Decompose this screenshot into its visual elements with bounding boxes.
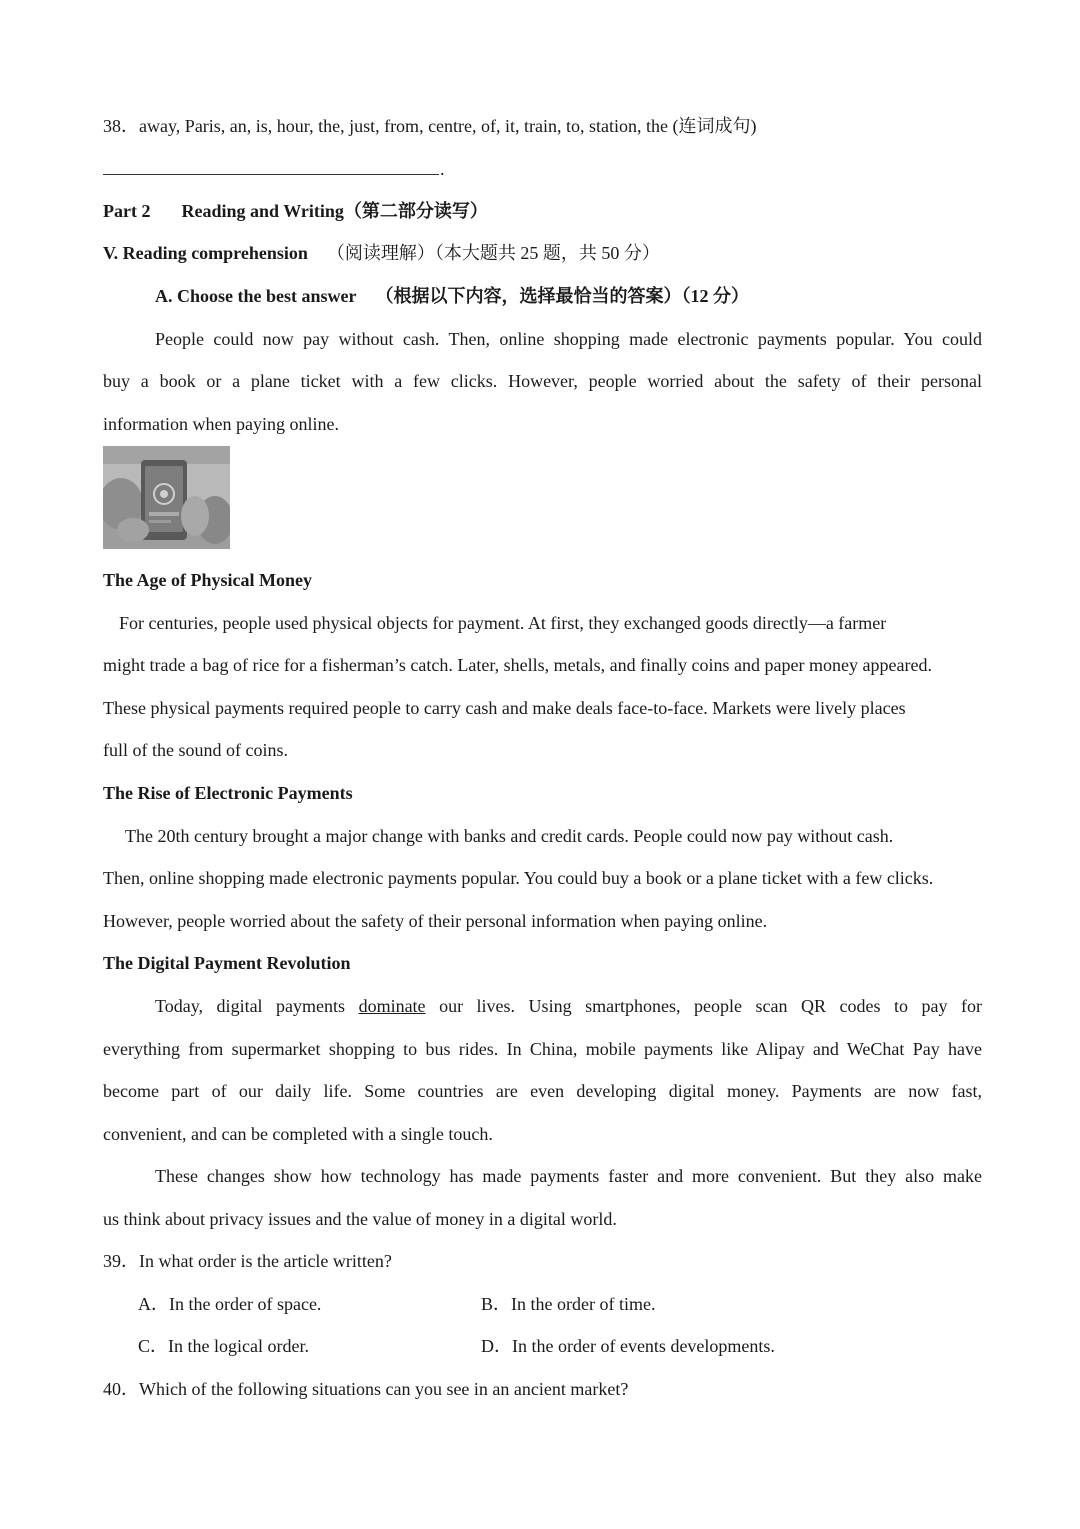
- para2-line-3: However, people worried about the safety of their personal information when paying online.: [103, 911, 768, 931]
- section-a-instructions: （根据以下内容，选择最恰当的答案）（12 分）: [375, 286, 749, 306]
- answer-end-mark: .: [440, 159, 445, 179]
- para1-line-2: might trade a bag of rice for a fisherman’s catch. Later, shells, metals, and finally coins and paper money appeared.: [103, 655, 932, 675]
- question-39: 39．In what order is the article written?: [103, 1251, 392, 1271]
- underlined-word-dominate: dominate: [358, 996, 426, 1016]
- part-2-heading: [103, 199, 982, 223]
- option-39-d[interactable]: D．In the order of events developments.: [481, 1336, 775, 1356]
- para4-line-1: These changes show how technology has made payments faster and more convenient. But they also make: [155, 1166, 982, 1186]
- para3-line-3: become part of our daily life. Some countries are even developing digital money. Payments are now fast,: [103, 1081, 982, 1101]
- section-a-heading: [155, 284, 982, 308]
- para1-line-4: full of the sound of coins.: [103, 740, 288, 760]
- para1-line-1: For centuries, people used physical objects for payment. At first, they exchanged goods directly—a farmer: [119, 613, 887, 633]
- option-39-c[interactable]: C．In the logical order.: [138, 1336, 309, 1356]
- smartphone-payment-photo: [103, 446, 230, 549]
- para3-line-4: convenient, and can be completed with a single touch.: [103, 1124, 493, 1144]
- heading-electronic-payments: The Rise of Electronic Payments: [103, 783, 353, 803]
- question-38: 38．away, Paris, an, is, hour, the, just, from, centre, of, it, train, to, station, the (连词成句): [103, 116, 757, 136]
- part-2-title: Reading and Writing（第二部分读写）: [181, 201, 488, 221]
- intro-line-1: People could now pay without cash. Then, online shopping made electronic payments popular. You could: [155, 329, 982, 349]
- para3-line-2: everything from supermarket shopping to bus rides. In China, mobile payments like Alipay and WeChat Pay have: [103, 1039, 982, 1059]
- section-5-instructions: （阅读理解）（本大题共 25 题，共 50 分）: [326, 243, 660, 263]
- para2-line-2: Then, online shopping made electronic payments popular. You could buy a book or a plane ticket with a few clicks.: [103, 868, 934, 888]
- para3-line-1-end: our lives. Using smartphones, people scan QR codes to pay for: [439, 996, 983, 1016]
- part-2-number: Part 2: [103, 201, 151, 221]
- intro-line-3: information when paying online.: [103, 414, 339, 434]
- para3-line-1: [155, 994, 982, 1018]
- para3-line-1-start: Today, digital payments: [155, 996, 346, 1016]
- question-40: 40．Which of the following situations can you see in an ancient market?: [103, 1379, 629, 1399]
- option-39-b[interactable]: B．In the order of time.: [481, 1294, 656, 1314]
- section-a-title: A. Choose the best answer: [155, 286, 357, 306]
- heading-physical-money: The Age of Physical Money: [103, 570, 312, 590]
- section-5-title: V. Reading comprehension: [103, 243, 308, 263]
- para2-line-1: The 20th century brought a major change with banks and credit cards. People could now pay without cash.: [125, 826, 894, 846]
- intro-line-2: buy a book or a plane ticket with a few clicks. However, people worried about the safety of their personal: [103, 371, 982, 391]
- para1-line-3: These physical payments required people to carry cash and make deals face-to-face. Markets were lively places: [103, 698, 906, 718]
- option-39-a[interactable]: A．In the order of space.: [138, 1294, 322, 1314]
- answer-blank-38[interactable]: [103, 174, 439, 175]
- heading-digital-revolution: The Digital Payment Revolution: [103, 953, 351, 973]
- para4-line-2: us think about privacy issues and the value of money in a digital world.: [103, 1209, 617, 1229]
- section-5-heading: [103, 241, 982, 265]
